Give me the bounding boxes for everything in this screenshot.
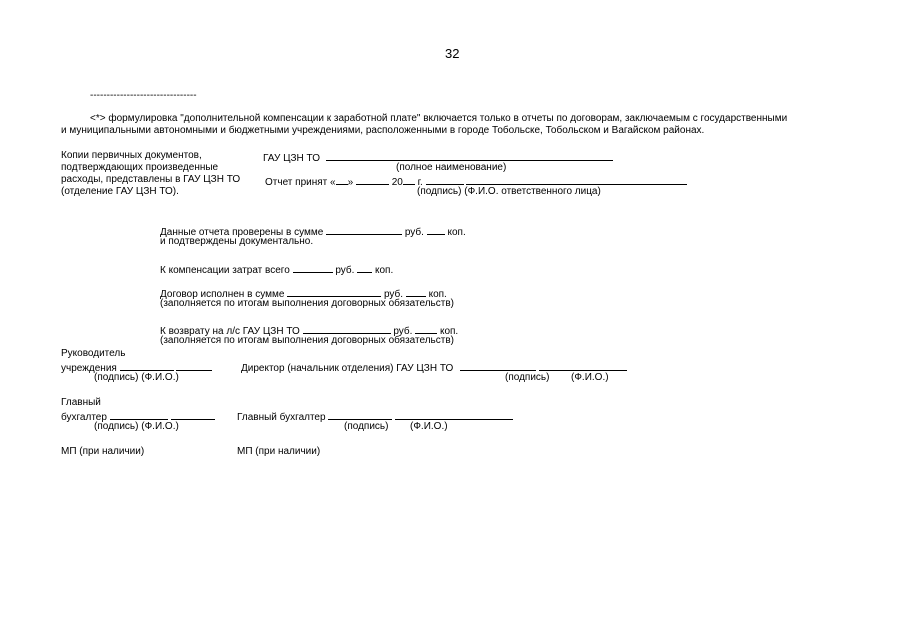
- full-name-caption: (полное наименование): [396, 162, 507, 173]
- refund-rub: руб.: [393, 326, 413, 337]
- copies-line-3: расходы, представлены в ГАУ ЦЗН ТО: [61, 174, 241, 185]
- contract-rub: руб.: [383, 289, 404, 300]
- acc-label-2: бухгалтер: [61, 412, 107, 423]
- report-year-prefix: 20: [391, 177, 403, 188]
- refund-label: К возврату на л/с ГАУ ЦЗН ТО: [160, 326, 300, 337]
- contract-label: Договор исполнен в сумме: [160, 289, 285, 300]
- head-fio-field[interactable]: [176, 360, 212, 371]
- compensation-rub: руб.: [335, 265, 355, 276]
- gau-acc-fio-field[interactable]: [395, 409, 513, 420]
- checked-sum-label: Данные отчета проверены в сумме: [160, 227, 324, 238]
- director-row: [241, 360, 627, 375]
- acc-fio-field[interactable]: [171, 409, 215, 420]
- signature-caption: (подпись) (Ф.И.О. ответственного лица): [417, 186, 601, 197]
- report-label: Отчет принят «: [265, 177, 336, 188]
- page-number: 32: [445, 46, 460, 61]
- compensation-kop: коп.: [375, 265, 394, 276]
- mp-left: МП (при наличии): [61, 446, 145, 457]
- head-label-2: учреждения: [61, 363, 117, 374]
- director-label: Директор (начальник отделения) ГАУ ЦЗН ТО: [241, 363, 454, 374]
- report-g: г.: [417, 177, 423, 188]
- checked-sum-rub: руб.: [404, 227, 424, 238]
- gau-acc-signature-field[interactable]: [328, 409, 392, 420]
- director-fio-caption: (Ф.И.О.): [571, 372, 609, 383]
- refund-rub-field[interactable]: [303, 323, 391, 334]
- mp-right: МП (при наличии): [237, 446, 321, 457]
- contract-note: (заполняется по итогам выполнения договорных обязательств): [160, 298, 454, 309]
- director-signature-field[interactable]: [460, 360, 536, 371]
- gau-acc-fio-caption: (Ф.И.О.): [410, 421, 448, 432]
- gau-full-name-field[interactable]: [326, 150, 613, 161]
- contract-kop: коп.: [428, 289, 447, 300]
- report-fio-field[interactable]: [466, 174, 687, 185]
- contract-kop-field[interactable]: [406, 286, 426, 297]
- compensation-rub-field[interactable]: [293, 262, 333, 273]
- gau-acc-sign-caption: (подпись): [344, 421, 389, 432]
- report-signature-field[interactable]: [426, 174, 464, 185]
- refund-note: (заполняется по итогам выполнения договорных обязательств): [160, 335, 454, 346]
- footnote-separator: --------------------------------: [90, 90, 197, 101]
- copies-line-2: подтверждающих произведенные: [61, 162, 219, 173]
- head-caption: (подпись) (Ф.И.О.): [94, 372, 179, 383]
- footnote-line-2: и муниципальными автономными и бюджетными учреждениями, расположенными в городе Тобольске, Тобольском и Вагайском районах.: [61, 125, 705, 136]
- acc-label-1: Главный: [61, 397, 101, 408]
- acc-caption: (подпись) (Ф.И.О.): [94, 421, 179, 432]
- checked-sum-kop: коп.: [447, 227, 466, 238]
- director-sign-caption: (подпись): [505, 372, 550, 383]
- refund-kop-field[interactable]: [415, 323, 437, 334]
- gau-acc-label: Главный бухгалтер: [237, 412, 326, 423]
- checked-sum-rub-field[interactable]: [326, 224, 402, 235]
- refund-kop: коп.: [439, 326, 459, 337]
- head-label-1: Руководитель: [61, 348, 126, 359]
- head-signature-field[interactable]: [120, 360, 174, 371]
- copies-line-4: (отделение ГАУ ЦЗН ТО).: [61, 186, 179, 197]
- report-year-field[interactable]: [403, 174, 415, 185]
- compensation-label: К компенсации затрат всего: [160, 265, 290, 276]
- compensation-kop-field[interactable]: [357, 262, 372, 273]
- report-quote-close: »: [347, 177, 354, 188]
- confirmed-line: и подтверждены документально.: [160, 236, 314, 247]
- copies-line-1: Копии первичных документов,: [61, 150, 202, 161]
- contract-rub-field[interactable]: [287, 286, 381, 297]
- report-day-field[interactable]: [336, 174, 348, 185]
- director-fio-field[interactable]: [539, 360, 627, 371]
- checked-sum-kop-field[interactable]: [427, 224, 445, 235]
- report-month-field[interactable]: [356, 174, 389, 185]
- footnote-line-1: <*> формулировка "дополнительной компенсации к заработной плате" включается только в отчеты по договорам, заключаемым с государственными: [90, 113, 788, 124]
- gau-label: ГАУ ЦЗН ТО: [263, 153, 320, 164]
- acc-signature-field[interactable]: [110, 409, 168, 420]
- compensation-row: [160, 262, 393, 277]
